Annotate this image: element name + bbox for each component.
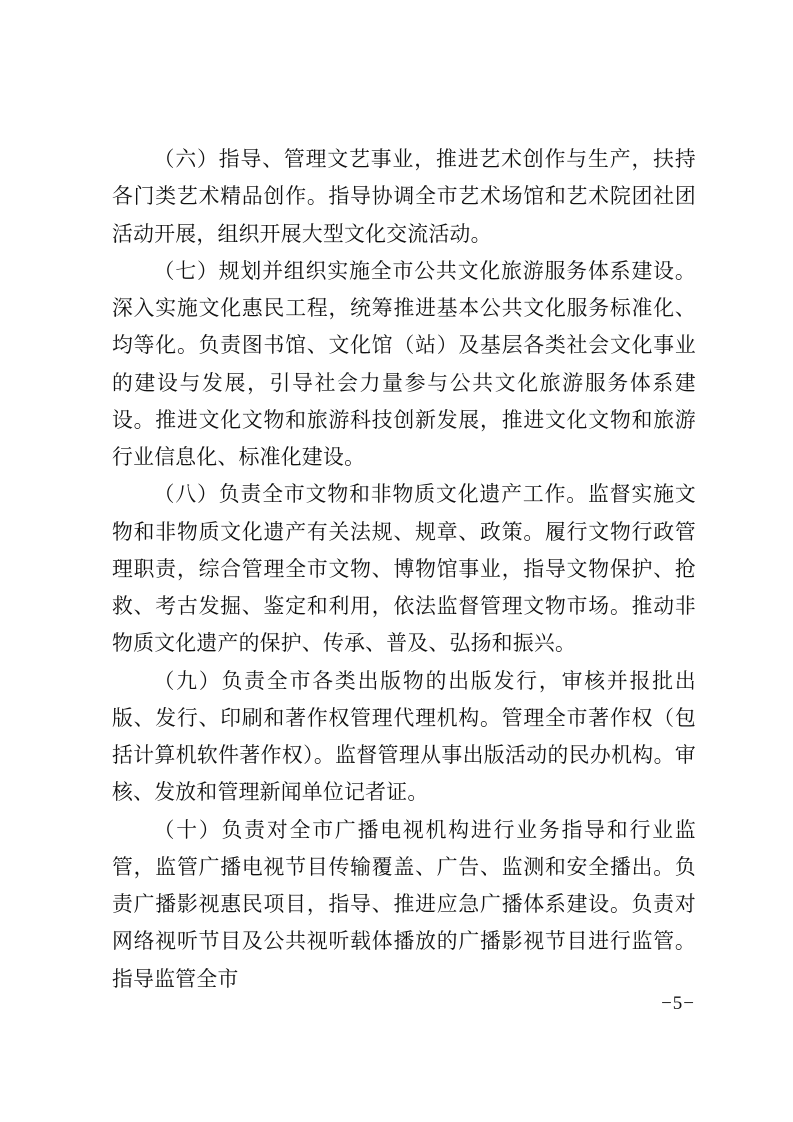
paragraph-7: （七）规划并组织实施全市公共文化旅游服务体系建设。深入实施文化惠民工程，统筹推进基本公共文化服务标准化、均等化。负责图书馆、文化馆（站）及基层各类社会文化事业的建设与发展，引导社会力量参与公共文化旅游服务体系建设。推进文化文物和旅游科技创新发展，推进文化文物和旅游行业信息化、标准化建设。 (112, 258, 696, 469)
page-number: −5− (661, 993, 695, 1014)
paragraph-8: （八）负责全市文物和非物质文化遗产工作。监督实施文物和非物质文化遗产有关法规、规章、政策。履行文物行政管理职责，综合管理全市文物、博物馆事业，指导文物保护、抢救、考古发掘、鉴定和利用，依法监督管理文物市场。推动非物质文化遗产的保护、传承、普及、弘扬和振兴。 (112, 482, 696, 656)
paragraph-10: （十）负责对全市广播电视机构进行业务指导和行业监管，监管广播电视节目传输覆盖、广告、监测和安全播出。负责广播影视惠民项目，指导、推进应急广播体系建设。负责对网络视听节目及公共视听载体播放的广播影视节目进行监管。指导监管全市 (112, 817, 696, 991)
paragraph-6: （六）指导、管理文艺事业，推进艺术创作与生产，扶持各门类艺术精品创作。指导协调全市艺术场馆和艺术院团社团活动开展，组织开展大型文化交流活动。 (112, 147, 696, 246)
document-body (112, 141, 696, 998)
paragraph-9: （九）负责全市各类出版物的出版发行，审核并报批出版、发行、印刷和著作权管理代理机构。管理全市著作权（包括计算机软件著作权）。监督管理从事出版活动的民办机构。审核、发放和管理新闻单位记者证。 (112, 668, 696, 805)
